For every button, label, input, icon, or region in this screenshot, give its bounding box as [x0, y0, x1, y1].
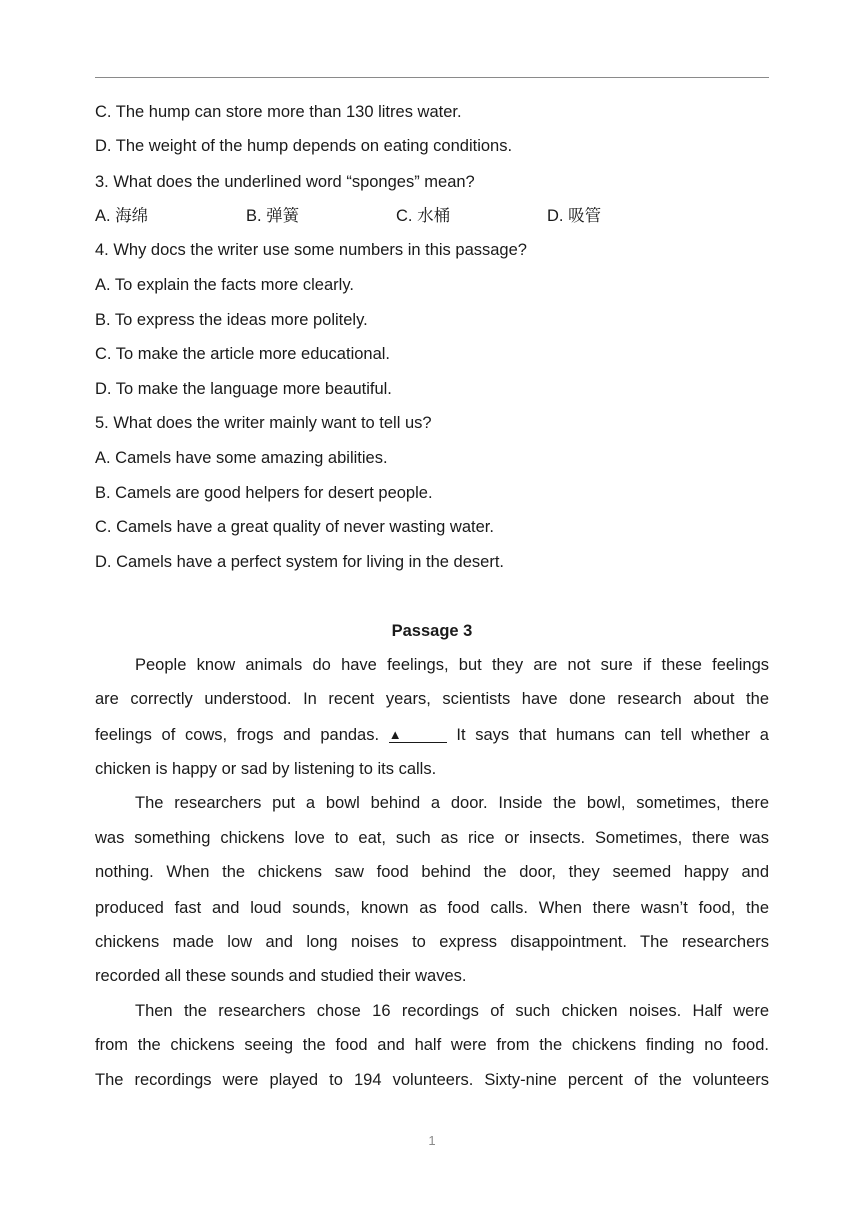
p1-line-3-after: It says that humans can tell whether a [456, 726, 769, 744]
q4-option-d: D. To make the language more beautiful. [95, 380, 392, 398]
q3-option-d: D. 吸管 [547, 207, 602, 225]
q5-option-b: B. Camels are good helpers for desert people. [95, 484, 433, 502]
q5-question: 5. What does the writer mainly want to tell us? [95, 414, 432, 432]
p1-line-2: are correctly understood. In recent years, scientists have done research about the [95, 690, 769, 708]
header-rule [95, 77, 769, 78]
p3-line-1: Then the researchers chose 16 recordings of such chicken noises. Half were [135, 1002, 769, 1020]
passage-title: Passage 3 [391, 622, 473, 640]
p1-line-3-before: feelings of cows, frogs and pandas. [95, 726, 380, 744]
p2-line-2: was something chickens love to eat, such as rice or insects. Sometimes, there was [95, 829, 769, 847]
p1-line-1: People know animals do have feelings, but they are not sure if these feelings [135, 656, 769, 674]
q5-option-a: A. Camels have some amazing abilities. [95, 449, 388, 467]
p2-line-4: produced fast and loud sounds, known as food calls. When there wasn’t food, the [95, 899, 769, 917]
q4-option-b: B. To express the ideas more politely. [95, 311, 368, 329]
q5-option-c: C. Camels have a great quality of never wasting water. [95, 518, 494, 536]
p2-line-3: nothing. When the chickens saw food behind the door, they seemed happy and [95, 863, 769, 881]
q3-option-c: C. 水桶 [396, 207, 451, 225]
p2-line-1: The researchers put a bowl behind a door. Inside the bowl, sometimes, there [135, 794, 769, 812]
answer-blank: ▲ [389, 728, 447, 743]
q5-option-d: D. Camels have a perfect system for living in the desert. [95, 553, 505, 571]
q4-option-c: C. To make the article more educational. [95, 345, 391, 363]
q4-option-a: A. To explain the facts more clearly. [95, 276, 354, 294]
p2-line-5: chickens made low and long noises to express disappointment. The researchers [95, 933, 769, 951]
q3-question: 3. What does the underlined word “sponges” mean? [95, 173, 475, 191]
q3-option-a: A. 海绵 [95, 207, 149, 225]
q4-question: 4. Why docs the writer use some numbers in this passage? [95, 241, 527, 259]
page-number: 1 [428, 1133, 436, 1148]
q3-option-b: B. 弹簧 [246, 207, 300, 225]
q2-option-d: D. The weight of the hump depends on eating conditions. [95, 137, 513, 155]
p3-line-3: The recordings were played to 194 volunteers. Sixty-nine percent of the volunteers [95, 1071, 769, 1089]
q2-option-c: C. The hump can store more than 130 litres water. [95, 103, 462, 121]
p1-line-3 [95, 726, 769, 745]
p3-line-2: from the chickens seeing the food and half were from the chickens finding no food. [95, 1036, 769, 1054]
p1-line-4: chicken is happy or sad by listening to its calls. [95, 760, 437, 778]
p2-line-6: recorded all these sounds and studied their waves. [95, 967, 467, 985]
